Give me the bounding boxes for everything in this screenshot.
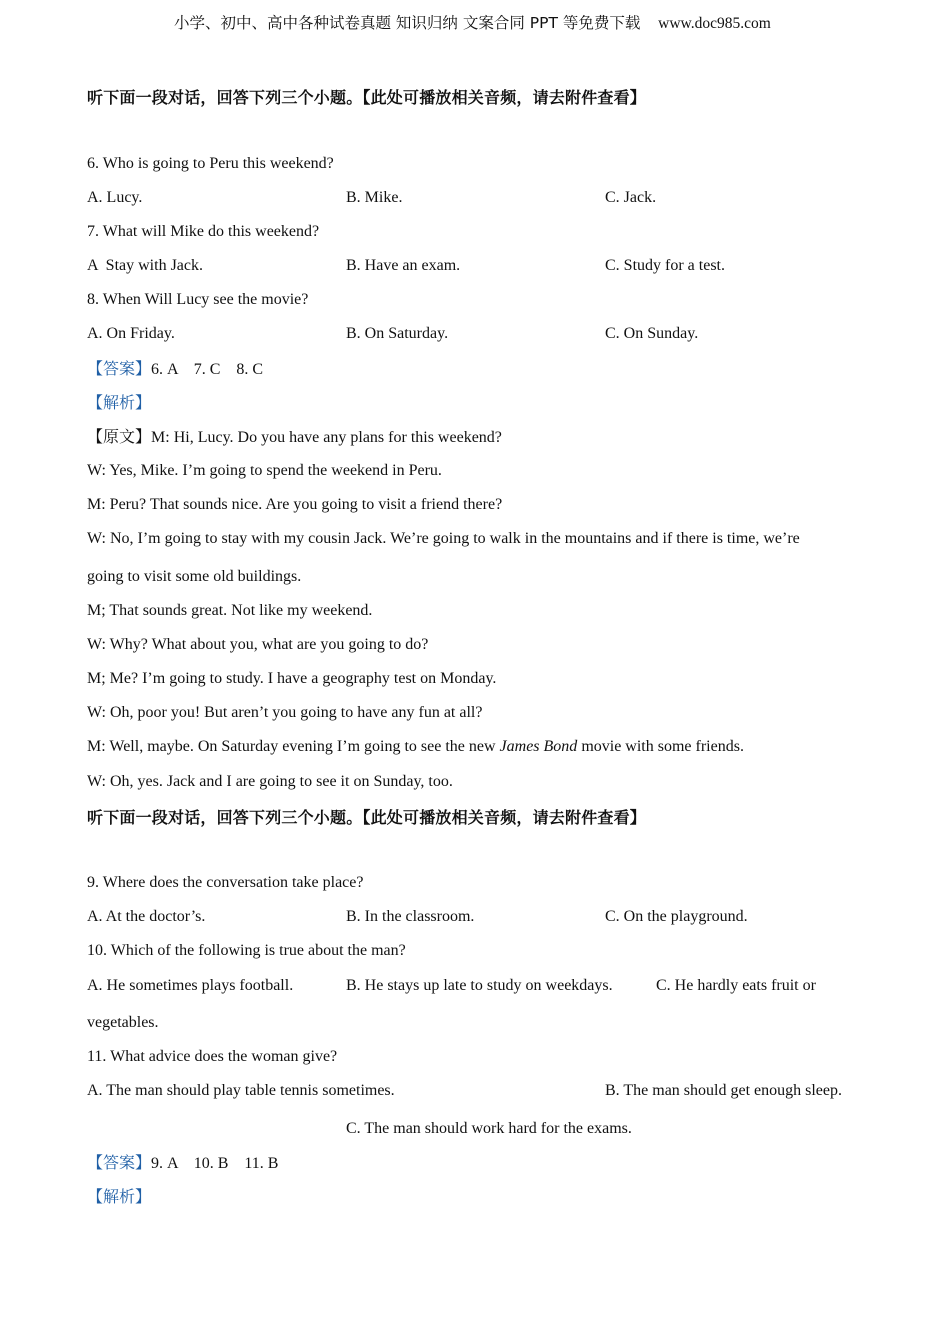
analysis-label: 【解析】 xyxy=(87,393,152,412)
movie-title: James Bond xyxy=(499,738,578,755)
q7-option-c: C. Study for a test. xyxy=(605,257,725,274)
transcript-line-11: W: Oh, yes. Jack and I are going to see it on Sunday, too. xyxy=(87,773,453,790)
transcript-text: M: Well, maybe. On Saturday evening I’m going to see the new xyxy=(87,738,500,755)
transcript-text: movie with some friends. xyxy=(577,738,744,755)
q7-option-b: B. Have an exam. xyxy=(346,257,461,274)
transcript-line-2: W: Yes, Mike. I’m going to spend the weekend in Peru. xyxy=(87,462,442,479)
transcript-line-6: M; That sounds great. Not like my weekend. xyxy=(87,602,373,619)
answer-text: 9. A 10. B 11. B xyxy=(151,1155,279,1172)
header-title: 小学、初中、高中各种试卷真题 知识归纳 文案合同 PPT 等免费下载 xyxy=(174,14,641,32)
header-url[interactable]: www.doc985.com xyxy=(658,15,771,32)
q6-option-b: B. Mike. xyxy=(346,189,403,206)
section2-instruction: 听下面一段对话，回答下列三个小题。【此处可播放相关音频，请去附件查看】 xyxy=(87,808,647,827)
question-7: 7. What will Mike do this weekend? xyxy=(87,223,320,240)
q9-option-c: C. On the playground. xyxy=(605,908,748,925)
answer-text: 6. A 7. C 8. C xyxy=(151,361,264,378)
question-8: 8. When Will Lucy see the movie? xyxy=(87,291,309,308)
q9-option-a: A. At the doctor’s. xyxy=(87,908,206,925)
q6-option-a: A. Lucy. xyxy=(87,189,143,206)
q10-option-a: A. He sometimes plays football. xyxy=(87,977,294,994)
question-9: 9. Where does the conversation take place? xyxy=(87,874,364,891)
q10-option-b: B. He stays up late to study on weekdays. xyxy=(346,977,613,994)
transcript-line-1 xyxy=(87,427,502,448)
transcript-line-5: going to visit some old buildings. xyxy=(87,568,302,585)
transcript-line-4: W: No, I’m going to stay with my cousin Jack. We’re going to walk in the mountains and if there is time, we’re xyxy=(87,530,800,547)
transcript-line-9: W: Oh, poor you! But aren’t you going to have any fun at all? xyxy=(87,704,483,721)
q7-option-a: A Stay with Jack. xyxy=(87,257,203,274)
question-11: 11. What advice does the woman give? xyxy=(87,1048,338,1065)
q11-option-c: C. The man should work hard for the exams. xyxy=(346,1120,632,1137)
question-6: 6. Who is going to Peru this weekend? xyxy=(87,155,334,172)
transcript-line-3: M: Peru? That sounds nice. Are you going to visit a friend there? xyxy=(87,496,503,513)
analysis-label: 【解析】 xyxy=(87,1187,152,1206)
answer-line-1 xyxy=(87,359,263,380)
transcript-line-7: W: Why? What about you, what are you going to do? xyxy=(87,636,429,653)
q10-option-c: C. He hardly eats fruit or xyxy=(656,977,816,994)
transcript-line-8: M; Me? I’m going to study. I have a geography test on Monday. xyxy=(87,670,497,687)
transcript-text: M: Hi, Lucy. Do you have any plans for this weekend? xyxy=(151,429,502,446)
q10-option-c-continued: vegetables. xyxy=(87,1014,159,1031)
q8-option-b: B. On Saturday. xyxy=(346,325,449,342)
page-header xyxy=(174,11,771,33)
transcript-line-10 xyxy=(87,737,744,757)
q11-option-b: B. The man should get enough sleep. xyxy=(605,1082,842,1099)
q8-option-a: A. On Friday. xyxy=(87,325,175,342)
q8-option-c: C. On Sunday. xyxy=(605,325,699,342)
section1-instruction: 听下面一段对话，回答下列三个小题。【此处可播放相关音频，请去附件查看】 xyxy=(87,88,647,107)
q11-option-a: A. The man should play table tennis sometimes. xyxy=(87,1082,395,1099)
question-10: 10. Which of the following is true about the man? xyxy=(87,942,406,959)
transcript-label: 【原文】 xyxy=(87,427,152,446)
answer-line-2 xyxy=(87,1153,278,1174)
answer-label: 【答案】 xyxy=(87,1153,152,1172)
q9-option-b: B. In the classroom. xyxy=(346,908,475,925)
q6-option-c: C. Jack. xyxy=(605,189,657,206)
answer-label: 【答案】 xyxy=(87,359,152,378)
